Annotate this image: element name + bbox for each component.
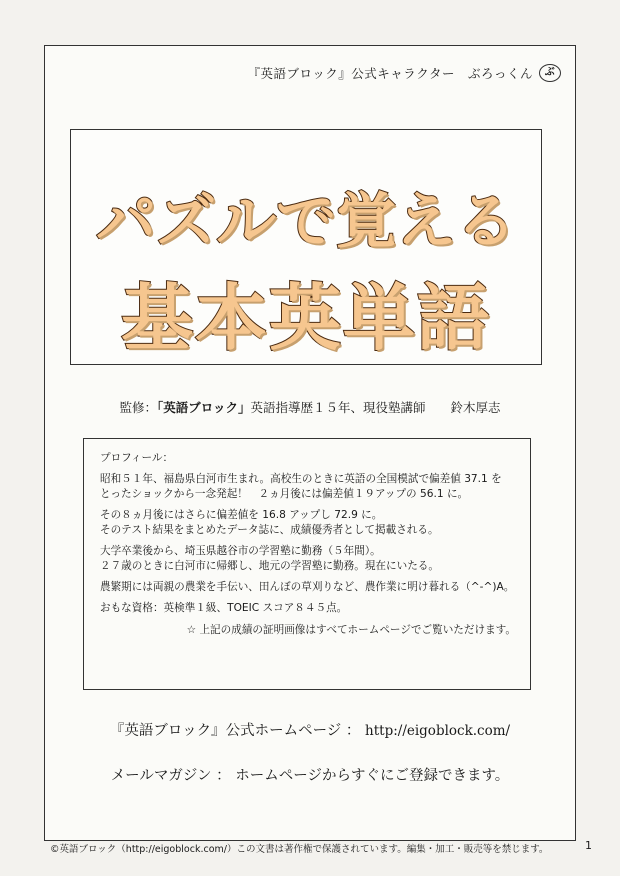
character-caption: 『英語ブロック』公式キャラクター ぶろっくん: [247, 66, 533, 81]
homepage-label: 『英語ブロック』公式ホームページ ：: [109, 723, 361, 739]
profile-line: 大学卒業後から、埼玉県越谷市の学習塾に勤務（５年間）。: [100, 545, 381, 557]
profile-line: そのテスト結果をまとめたデータ誌に、成績優秀者として掲載される。: [100, 524, 439, 536]
character-line: [247, 64, 561, 82]
profile-heading: プロフィール：: [100, 452, 174, 464]
profile-box: [83, 438, 531, 690]
page-number: 1: [585, 839, 592, 852]
character-face-icon: ぶ: [539, 64, 561, 82]
title-line-1: パズルで覚える: [96, 187, 516, 257]
supervisor-details: 英語指導歴１５年、現役塾講師 鈴木厚志: [250, 400, 501, 415]
supervisor-prefix: 監修：: [119, 400, 157, 415]
mail-magazine-line: メールマガジン ： ホームページからすぐにご登録できます。: [110, 768, 510, 784]
homepage-line: [45, 719, 575, 740]
profile-line: とったショックから一念発起！ ２ヵ月後には偏差値１９アップの 56.1 に。: [100, 488, 469, 500]
title-line-2: 基本英単語: [120, 276, 491, 360]
profile-note: ☆ 上記の成績の証明画像はすべてホームページでご覧いただけます。: [186, 624, 516, 636]
supervisor-brand: 「英語ブロック」: [156, 400, 251, 415]
copyright-footer: ©英語ブロック（http://eigoblock.com/）この文書は著作権で保護されています。編集・加工・販売等を禁じます。: [50, 844, 549, 855]
profile-line: 昭和５１年、福島県白河市生まれ。高校生のときに英語の全国模試で偏差値 37.1 を: [100, 473, 502, 485]
title-box: [70, 129, 542, 365]
homepage-link[interactable]: http://eigoblock.com/: [365, 723, 511, 739]
profile-line: ２７歳のときに白河市に帰郷し、地元の学習塾に勤務。現在にいたる。: [100, 560, 439, 572]
profile-line: おもな資格：英検準１級、TOEIC スコア８４５点。: [100, 602, 348, 614]
document-page: [44, 45, 576, 841]
profile-line: その８ヵ月後にはさらに偏差値を 16.8 アップし 72.9 に。: [100, 509, 383, 521]
profile-line: 農繁期には両親の農業を手伝い、田んぼの草刈りなど、農作業に明け暮れる（^-^)A。: [100, 581, 515, 593]
supervisor-line: [45, 398, 575, 416]
